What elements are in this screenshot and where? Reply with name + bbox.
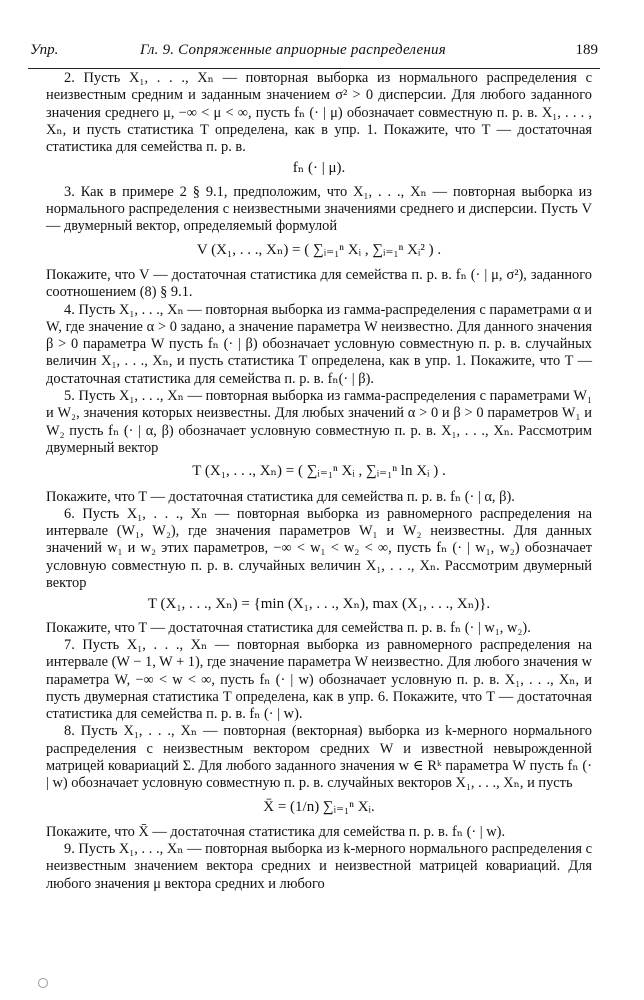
formula-sample-mean: X̄ = (1/n) ∑ᵢ₌₁ⁿ Xᵢ. xyxy=(263,798,375,815)
formula-vector-v: V (X₁, . . ., Xₙ) = ( ∑ᵢ₌₁ⁿ Xᵢ , ∑ᵢ₌₁ⁿ Xᵢ² ) . xyxy=(196,241,442,258)
exercise-6: 6. Пусть X₁, . . ., Xₙ — повторная выборка из равномерного распределения на интервале (W₁, W₂), где значения параметров W₁ и W₂ неизвестны. Для данных значений w₁ и w₂ этих параметров, −∞ < w₁ < w₂ < ∞, пусть fₙ (· | w₁, w₂) обозначает условную совместную п. р. в. случайных величин X₁, . . ., Xₙ. Рассмотрим двумерный вектор xyxy=(46,505,592,592)
formula-density-mu: fₙ (· | μ). xyxy=(292,160,346,177)
page-number: 189 xyxy=(575,42,598,58)
margin-mark xyxy=(38,978,48,988)
formula-vector-t-gamma: T (X₁, . . ., Xₙ) = ( ∑ᵢ₌₁ⁿ Xᵢ , ∑ᵢ₌₁ⁿ ln Xᵢ ) . xyxy=(192,463,446,480)
exercise-8-conclusion: Покажите, что X̄ — достаточная статистика для семейства п. р. в. fₙ (· | w). xyxy=(46,823,506,840)
exercise-7: 7. Пусть X₁, . . ., Xₙ — повторная выборка из равномерного распределения на интервале (W − 1, W + 1), где значение параметра W неизвестно. Для любого значения w параметра W, −∞ < w < ∞, пусть fₙ (· | w) обозначает условную п. р. в. X₁, . . ., Xₙ, и пусть двумерная статистика T определена, как в упр. 6. Покажите, что T — достаточная статистика для семейства п. р. в. fₙ (· | w). xyxy=(46,636,592,723)
page-body xyxy=(46,70,592,893)
exercise-2: 2. Пусть X₁, . . ., Xₙ — повторная выборка из нормального распределения с неизвестным средним и заданным значением σ² > 0 дисперсии. Для любого заданного значения среднего μ, −∞ < μ < ∞, пусть fₙ (· | μ) обозначает совместную п. р. в. X₁, . . . , Xₙ, и пусть статистика T определена, как в упр. 1. Покажите, что T — достаточная статистика для семейства п. р. в. xyxy=(46,70,592,156)
header-rule xyxy=(28,68,600,69)
exercise-8: 8. Пусть X₁, . . ., Xₙ — повторная (векторная) выборка из k-мерного нормального распределения с неизвестным вектором средних W и известной невырожденной матрицей ковариаций Σ. Для любого заданного значения w ∈ Rᵏ параметра W пусть fₙ (· | w) обозначает условную совместную п. р. в. случайных векторов X₁, . . ., Xₙ, и пусть xyxy=(46,723,592,792)
exercise-4: 4. Пусть X₁, . . ., Xₙ — повторная выборка из гамма-распределения с параметрами α и W, где значение α > 0 задано, а значение параметра W неизвестно. Для данного значения β > 0 параметра W пусть fₙ (· | β) обозначает условную совместную п. р. в. случайных величин X₁, . . ., Xₙ, и пусть статистика T определена, как в упр. 1. Покажите, что T — достаточная статистика для семейства п. р. в. fₙ(· | β). xyxy=(46,301,592,387)
running-header xyxy=(30,42,598,64)
exercise-5-conclusion: Покажите, что T — достаточная статистика для семейства п. р. в. fₙ (· | α, β). xyxy=(46,488,515,505)
header-section-label: Упр. xyxy=(30,42,59,58)
header-chapter-title: Гл. 9. Сопряженные априорные распределения xyxy=(140,42,446,58)
exercise-3-conclusion: Покажите, что V — достаточная статистика для семейства п. р. в. fₙ (· | μ, σ²), заданного соотношением (8) § 9.1. xyxy=(46,266,592,301)
exercise-3: 3. Как в примере 2 § 9.1, предположим, что X₁, . . ., Xₙ — повторная выборка из нормального распределения с неизвестными значениями среднего и дисперсии. Пусть V — двумерный вектор, определяемый формулой xyxy=(46,183,592,235)
formula-min-max: T (X₁, . . ., Xₙ) = {min (X₁, . . ., Xₙ), max (X₁, . . ., Xₙ)}. xyxy=(147,596,491,613)
exercise-5: 5. Пусть X₁, . . ., Xₙ — повторная выборка из гамма-распределения с параметрами W₁ и W₂, значения которых неизвестны. Для любых значений α > 0 и β > 0 параметров W₁ и W₂ пусть fₙ (· | α, β) обозначает условную совместную п. р. в. X₁, . . ., Xₙ. Рассмотрим двумерный вектор xyxy=(46,388,592,456)
exercise-6-conclusion: Покажите, что T — достаточная статистика для семейства п. р. в. fₙ (· | w₁, w₂). xyxy=(46,619,531,636)
exercise-9: 9. Пусть X₁, . . ., Xₙ — повторная выборка из k-мерного нормального распределения с неизвестным значением вектора средних и неизвестной матрицей ковариаций. Для любого значения μ вектора средних и любого xyxy=(46,841,592,892)
